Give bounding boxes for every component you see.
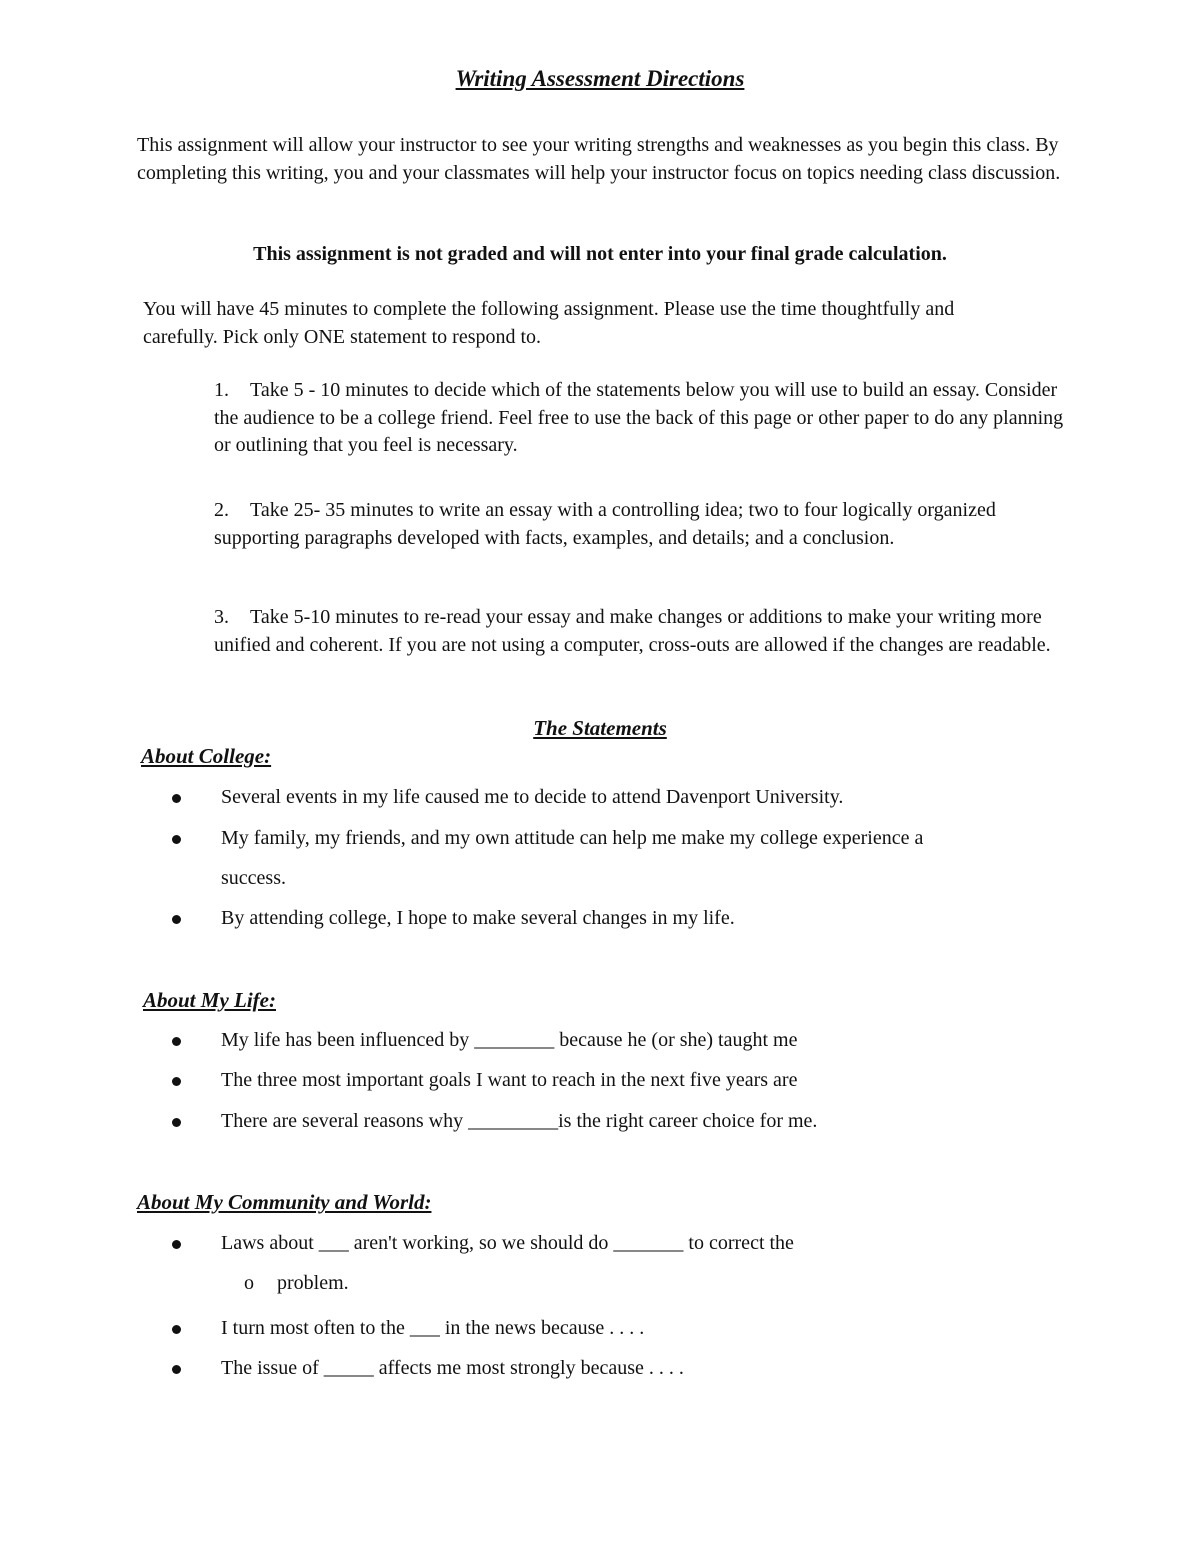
- group-heading-life: About My Life:: [143, 988, 276, 1012]
- step-text: Take 25- 35 minutes to write an essay with a controlling idea; two to four logically organized supporting paragraphs developed with facts, examples, and details; and a conclusion.: [214, 499, 996, 549]
- bullet-icon: [172, 835, 181, 844]
- step-number: 1.: [214, 379, 229, 401]
- step-2: [214, 497, 1074, 552]
- step-text: Take 5 - 10 minutes to decide which of the statements below you will use to build an essay. Consider the audience to be a college friend. Feel free to use the back of this page or other paper to do any planning or outlining that you feel is necessary.: [214, 379, 1064, 456]
- grading-notice: This assignment is not graded and will not enter into your final grade calculation.: [253, 243, 947, 265]
- group-heading-community: About My Community and World:: [137, 1190, 432, 1214]
- intro-paragraph: This assignment will allow your instructor to see your writing strengths and weaknesses as you begin this class. By completing this writing, you and your classmates will help your instructor focus on topics needing class discussion.: [137, 134, 1061, 184]
- list-item-continuation: success.: [221, 867, 286, 889]
- list-item: The three most important goals I want to reach in the next five years are: [221, 1069, 798, 1091]
- list-item: My family, my friends, and my own attitude can help me make my college experience a: [221, 827, 924, 849]
- list-item: Several events in my life caused me to decide to attend Davenport University.: [221, 786, 844, 808]
- list-item: I turn most often to the ___ in the news because . . . .: [221, 1317, 645, 1339]
- group-heading-college: About College:: [141, 744, 272, 768]
- list-item: By attending college, I hope to make several changes in my life.: [221, 907, 735, 929]
- list-item: The issue of _____ affects me most strongly because . . . .: [221, 1357, 684, 1379]
- bullet-icon: [172, 1365, 181, 1374]
- time-instructions: You will have 45 minutes to complete the following assignment. Please use the time thoughtfully and carefully. Pick only ONE statement to respond to.: [143, 298, 955, 348]
- bullet-icon: [172, 1118, 181, 1127]
- statements-heading: The Statements: [533, 716, 667, 740]
- step-1: [214, 377, 1074, 460]
- list-item: My life has been influenced by ________ because he (or she) taught me: [221, 1029, 798, 1051]
- document-title: Writing Assessment Directions: [455, 66, 745, 91]
- bullet-icon: [172, 794, 181, 803]
- bullet-icon: [172, 1240, 181, 1249]
- step-number: 2.: [214, 499, 229, 521]
- step-3: [214, 604, 1074, 659]
- list-item: Laws about ___ aren't working, so we should do _______ to correct the: [221, 1232, 794, 1254]
- sub-list-item: problem.: [277, 1272, 349, 1294]
- bullet-icon: [172, 1077, 181, 1086]
- step-text: Take 5-10 minutes to re-read your essay and make changes or additions to make your writing more unified and coherent. If you are not using a computer, cross-outs are allowed if the changes are readable.: [214, 606, 1051, 656]
- bullet-icon: [172, 1325, 181, 1334]
- bullet-icon: [172, 915, 181, 924]
- bullet-icon: [172, 1037, 181, 1046]
- step-number: 3.: [214, 606, 229, 628]
- sub-bullet-icon: o: [244, 1272, 254, 1294]
- list-item: There are several reasons why _________is the right career choice for me.: [221, 1110, 818, 1132]
